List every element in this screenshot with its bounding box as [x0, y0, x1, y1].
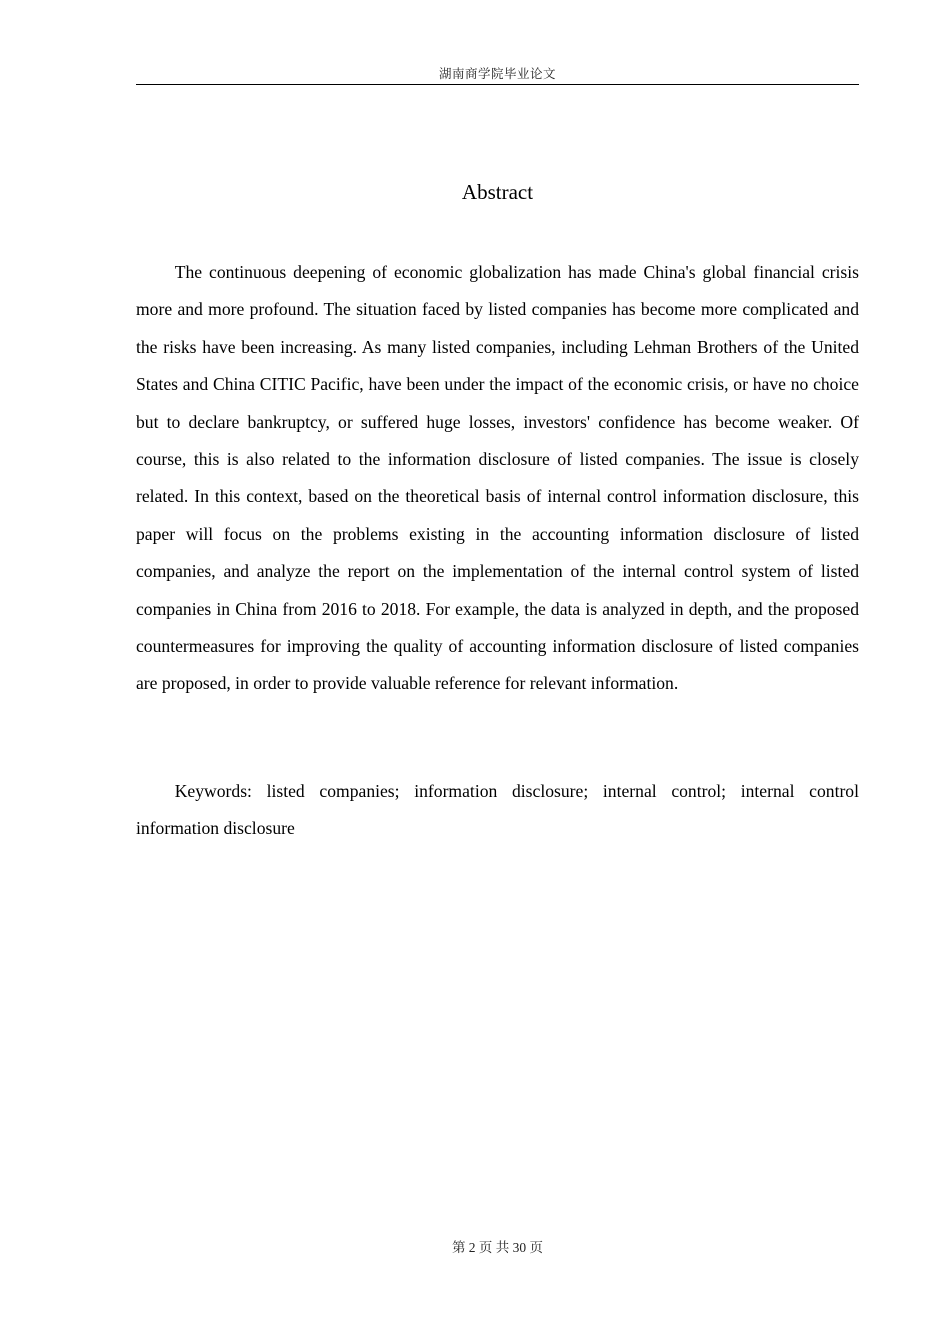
keywords-paragraph: Keywords: listed companies; information disclosure; internal control; internal control information disclosure [136, 781, 859, 839]
page-header: 湖南商学院毕业论文 [136, 64, 859, 85]
abstract-paragraph: The continuous deepening of economic globalization has made China's global financial crisis more and more profound. The situation faced by listed companies has become more complicated and the risks have been increasing. As many listed companies, including Lehman Brothers of the United States and China CITIC Pacific, have been under the impact of the economic crisis, or have no choice but to declare bankruptcy, or suffered huge losses, investors' confidence has become weaker. Of course, this is also related to the information disclosure of listed companies. The issue is closely related. In this context, based on the theoretical basis of internal control information disclosure, this paper will focus on the problems existing in the accounting information disclosure of listed companies, and analyze the report on the implementation of the internal control system of listed companies in China from 2016 to 2018. For example, the data is analyzed in depth, and the proposed countermeasures for improving the quality of accounting information disclosure of listed companies are proposed, in order to provide valuable reference for relevant information. [136, 262, 859, 694]
page-title: Abstract [461, 180, 534, 204]
page-number: 第 2 页 共 30 页 [451, 1240, 544, 1255]
